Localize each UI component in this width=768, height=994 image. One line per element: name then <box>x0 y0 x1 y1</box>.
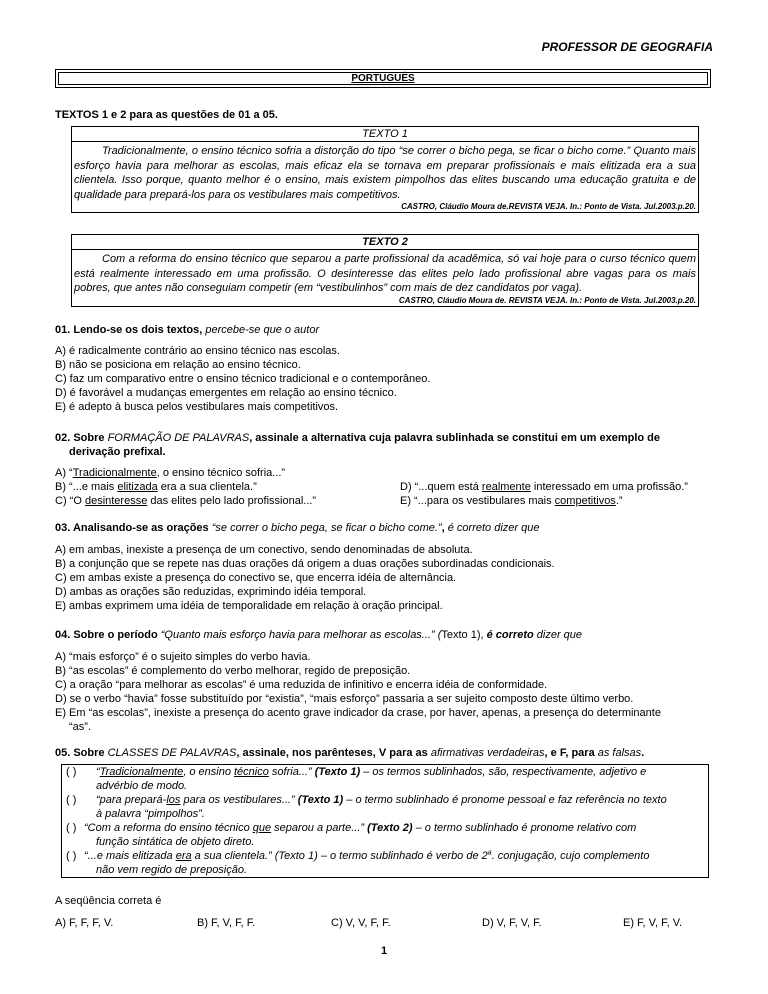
q2-d-underlined: realmente <box>481 481 531 493</box>
q4-option-e-cont: “as”. <box>69 721 91 733</box>
answer-b[interactable]: B) F, V, F, F. <box>197 917 256 929</box>
texto1-title: TEXTO 1 <box>72 127 698 142</box>
q3-option-a[interactable]: A) em ambas, inexiste a presença de um conectivo, sendo denominadas de absoluta. <box>55 544 473 556</box>
texto1-paragraph: Tradicionalmente, o ensino técnico sofria a distorção do tipo “se correr o bicho pega, se ficar o bicho come.” Quanto mais esforço havia para melhorar as escolas, mais eficaz ela se tornava em preparar profissionais e mais elitizada era a sua clientela. Isso porque, quanto melhor é o ensino, mais existem pimpolhos das elites buscando uma educação gratuita e de qualidade para prepará-los para os vestibulares mais competitivos. <box>74 145 696 201</box>
texto1-body <box>72 142 698 202</box>
q2-option-c[interactable]: C) “O desinteresse das elites pelo lado profissional...” <box>55 495 317 507</box>
answer-options <box>55 916 715 930</box>
vf-paren-4[interactable]: ( ) <box>66 850 77 862</box>
q4-option-d[interactable]: D) se o verbo “havia” fosse substituído por “existia”, “mais esforço” passaria a ser sujeito composto deste último verbo. <box>55 693 634 705</box>
question-04 <box>55 628 715 734</box>
vf-item-2: ( ) “para prepará-los para os vestibulares...” (Texto 1) – o termo sublinhado é pronome pessoal e faz referência no texto <box>62 793 708 807</box>
q1-stem-rest: percebe-se que o autor <box>202 324 320 336</box>
question-01 <box>55 323 715 414</box>
subject-banner <box>55 69 711 88</box>
question-01-stem <box>55 323 715 337</box>
question-01-options <box>55 344 715 414</box>
vf-paren-1[interactable]: ( ) <box>66 766 77 778</box>
answer-e[interactable]: E) F, V, F, V. <box>623 917 683 929</box>
question-03-options <box>55 543 715 613</box>
texto1-source: CASTRO, Cláudio Moura de.REVISTA VEJA. In.: Ponto de Vista. Jul.2003.p.20. <box>401 202 696 211</box>
vf-item-3: ( ) “Com a reforma do ensino técnico que separou a parte...” (Texto 2) – o termo sublinhado é pronome relativo com <box>62 821 708 835</box>
subject-label: PORTUGUÊS <box>351 73 415 84</box>
vf-paren-2[interactable]: ( ) <box>66 794 77 806</box>
texto2-box <box>71 234 699 307</box>
q1-option-e[interactable]: E) é adepto à busca pelos vestibulares mais competitivos. <box>55 401 339 413</box>
question-04-stem: 04. Sobre o período “Quanto mais esforço havia para melhorar as escolas...” (Texto 1), é correto dizer que <box>55 629 583 641</box>
q1-option-c[interactable]: C) faz um comparativo entre o ensino técnico tradicional e o contemporâneo. <box>55 373 431 385</box>
page-header-title: PROFESSOR DE GEOGRAFIA <box>541 40 713 54</box>
answer-d[interactable]: D) V, F, V, F. <box>482 917 542 929</box>
q3-option-d[interactable]: D) ambas as orações são reduzidas, exprimindo idéia temporal. <box>55 586 367 598</box>
q2-c-underlined: desinteresse <box>84 495 148 507</box>
vf-item-2-cont: à palavra “pimpolhos”. <box>96 808 205 820</box>
vf-item-4-cont: não vem regido de preposição. <box>96 864 248 876</box>
question-04-options <box>55 650 715 734</box>
texto2-body <box>72 250 698 296</box>
question-02-stem-cont: derivação prefixal. <box>69 446 166 458</box>
texto2-source: CASTRO, Cláudio Moura de. REVISTA VEJA. In.: Ponto de Vista. Jul.2003.p.20. <box>398 295 696 305</box>
texto1-box <box>71 126 699 213</box>
vf-items-box <box>61 764 709 878</box>
q2-a-underlined: Tradicionalmente <box>72 467 157 479</box>
q2-b-underlined: elitizada <box>117 481 158 493</box>
q4-option-a[interactable]: A) “mais esforço” é o sujeito simples do verbo havia. <box>55 651 311 663</box>
vf-item-1: ( ) “Tradicionalmente, o ensino técnico sofria...” (Texto 1) – os termos sublinhados, são, respectivamente, adjetivo e <box>62 765 708 779</box>
answer-a[interactable]: A) F, F, F, V. <box>55 917 114 929</box>
question-03-stem: 03. Analisando-se as orações “se correr o bicho pega, se ficar o bicho come.”, é correto dizer que <box>55 522 540 534</box>
question-05 <box>55 746 715 760</box>
q2-stem-c: , assinale a alternativa cuja palavra sublinhada se constitui em um exemplo de <box>249 432 661 444</box>
q2-option-a[interactable]: A) “Tradicionalmente, o ensino técnico sofria...” <box>55 467 286 479</box>
q1-option-d[interactable]: D) é favorável a mudanças emergentes em relação ao ensino técnico. <box>55 387 397 399</box>
q2-e-underlined: competitivos <box>554 495 616 507</box>
q2-stem-b: FORMAÇÃO DE PALAVRAS <box>107 432 250 444</box>
question-03 <box>55 521 715 613</box>
q2-option-b[interactable]: B) “...e mais elitizada era a sua clientela.” <box>55 481 257 493</box>
page-number: 1 <box>380 945 388 957</box>
q3-option-c[interactable]: C) em ambas existe a presença do conectivo se, que encerra idéia de alternância. <box>55 572 457 584</box>
question-02-stem <box>55 431 715 445</box>
q2-option-d[interactable]: D) “...quem está realmente interessado em uma profissão.” <box>400 481 688 493</box>
texto2-title: TEXTO 2 <box>72 235 698 250</box>
vf-paren-3[interactable]: ( ) <box>66 822 77 834</box>
q3-option-e[interactable]: E) ambas exprimem uma idéia de temporalidade em relação à oração principal. <box>55 600 443 612</box>
question-02-options <box>55 466 715 508</box>
question-02 <box>55 431 715 508</box>
vf-item-4: ( ) “...e mais elitizada era a sua clientela.” (Texto 1) – o termo sublinhado é verbo de 2$^a$. conjugação, cujo complemento <box>62 849 708 863</box>
vf-item-1-cont: advérbio de modo. <box>96 780 188 792</box>
q2-option-e[interactable]: E) “...para os vestibulares mais competitivos.” <box>400 495 623 507</box>
vf-item-3-cont: função sintática de objeto direto. <box>96 836 255 848</box>
texts-intro: TEXTOS 1 e 2 para as questões de 01 a 05. <box>55 109 278 121</box>
answer-c[interactable]: C) V, V, F, F. <box>331 917 391 929</box>
q4-option-e[interactable]: E) Em “as escolas”, inexiste a presença do acento grave indicador da crase, por haver, apenas, a presença do determinante <box>55 707 661 719</box>
q4-option-c[interactable]: C) a oração “para melhorar as escolas” é uma reduzida de infinitivo e encerra idéia de conformidade. <box>55 679 548 691</box>
q4-option-b[interactable]: B) “as escolas” é complemento do verbo melhorar, regido de preposição. <box>55 665 411 677</box>
q1-option-b[interactable]: B) não se posiciona em relação ao ensino técnico. <box>55 359 301 371</box>
q1-option-a[interactable]: A) é radicalmente contrário ao ensino técnico nas escolas. <box>55 345 340 357</box>
q3-option-b[interactable]: B) a conjunção que se repete nas duas orações dá origem a duas orações subordinadas condicionais. <box>55 558 555 570</box>
sequence-prompt: A seqüência correta é <box>55 895 162 907</box>
q2-stem-a: 02. Sobre <box>55 432 108 444</box>
texto2-paragraph: Com a reforma do ensino técnico que separou a parte profissional da acadêmica, só vai hoje para o curso técnico quem está realmente interessado em uma profissão. O desinteresse das elites pelo lado profissional abre vagas para os mais pobres, que antes não conseguiam competir (em “vestibulinhos” com mais de dez candidatos por vaga). <box>74 253 696 294</box>
q1-stem-bold: 01. Lendo-se os dois textos, <box>55 324 203 336</box>
question-05-stem: 05. Sobre CLASSES DE PALAVRAS, assinale, nos parênteses, V para as afirmativas verdadeiras, e F, para as falsas. <box>55 747 645 759</box>
